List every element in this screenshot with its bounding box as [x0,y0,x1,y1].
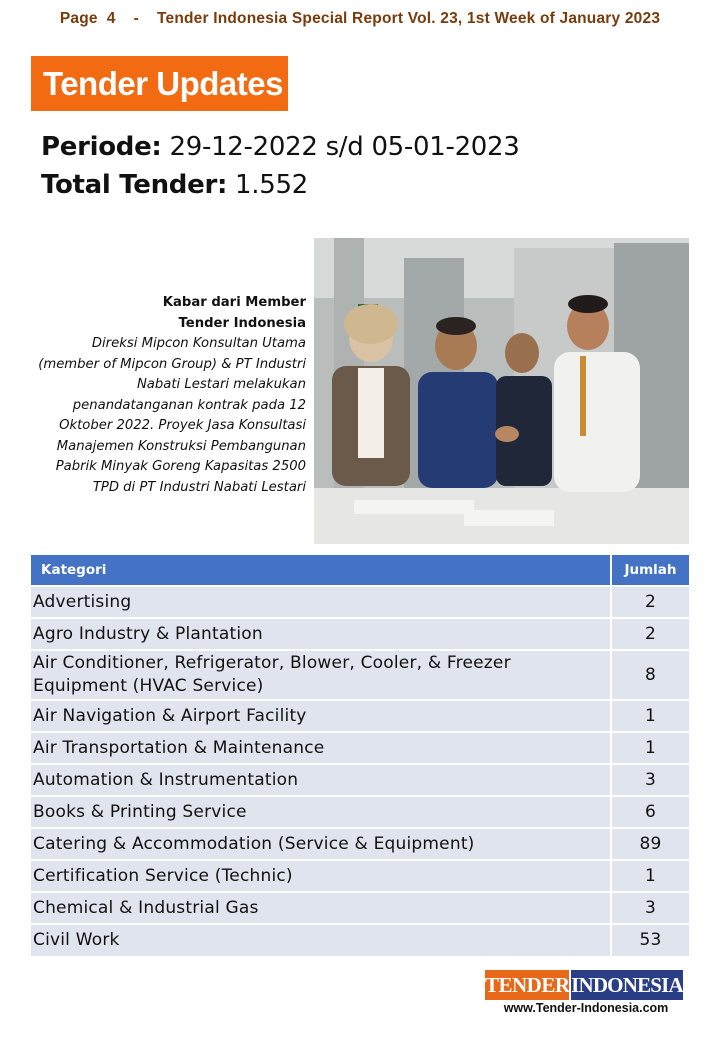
count-cell: 1 [611,860,689,892]
count-cell: 3 [611,764,689,796]
caption-title-line2: Tender Indonesia [178,315,306,331]
header-separator: - [133,10,139,27]
photo-illustration [314,238,689,544]
table-row [31,700,689,732]
logo-word-tender: TENDER [485,970,569,1000]
table-row [31,924,689,956]
table-row [31,586,689,618]
count-cell: 6 [611,796,689,828]
photo-caption [30,293,306,498]
count-cell: 2 [611,586,689,618]
table-row [31,650,689,700]
section-title-banner: Tender Updates [31,56,288,111]
page-header [0,10,720,28]
page-label: Page [59,10,98,27]
table-row [31,764,689,796]
count-cell: 3 [611,892,689,924]
periode-line [41,132,520,162]
category-cell: Certification Service (Technic) [31,860,611,892]
category-cell: Advertising [31,586,611,618]
category-cell: Air Conditioner, Refrigerator, Blower, Cooler, & Freezer Equipment (HVAC Service) [31,650,611,700]
count-cell: 53 [611,924,689,956]
tender-category-table [31,555,689,956]
table-row [31,618,689,650]
total-label: Total Tender: [41,170,228,200]
category-cell: Air Transportation & Maintenance [31,732,611,764]
table-row [31,892,689,924]
tender-indonesia-logo [485,970,685,1002]
contract-signing-photo [314,238,689,544]
caption-body: Direksi Mipcon Konsultan Utama (member of Mipcon Group) & PT Industri Nabati Lestari melakukan penandatanganan kontrak pada 12 Oktober 2022. Proyek Jasa Konsultasi Manajemen Konstruksi Pembangunan Pabrik Minyak Goreng Kapasitas 2500 TPD di PT Industri Nabati Lestari [38,336,306,495]
table-row [31,828,689,860]
category-cell: Civil Work [31,924,611,956]
category-cell: Books & Printing Service [31,796,611,828]
count-column-header: Jumlah [611,555,689,586]
category-cell: Air Navigation & Airport Facility [31,700,611,732]
count-cell: 8 [611,650,689,700]
category-cell: Chemical & Industrial Gas [31,892,611,924]
report-title: Tender Indonesia Special Report Vol. 23, 1st Week of January 2023 [156,10,661,27]
count-cell: 1 [611,700,689,732]
periode-value: 29-12-2022 s/d 05-01-2023 [169,132,520,162]
total-value: 1.552 [235,170,308,200]
website-url: www.Tender-Indonesia.com [503,1001,669,1015]
total-tender-line [41,170,308,200]
count-cell: 89 [611,828,689,860]
category-column-header: Kategori [31,555,611,586]
caption-title-line1: Kabar dari Member [162,295,306,310]
logo-word-indonesia: INDONESIA [571,970,683,1000]
category-cell: Catering & Accommodation (Service & Equipment) [31,828,611,860]
category-cell: Agro Industry & Plantation [31,618,611,650]
periode-label: Periode: [41,132,162,162]
table-header-row [31,555,689,586]
count-cell: 1 [611,732,689,764]
category-cell: Automation & Instrumentation [31,764,611,796]
table-row [31,732,689,764]
page-number: 4 [106,10,116,27]
table-row [31,860,689,892]
count-cell: 2 [611,618,689,650]
table-row [31,796,689,828]
